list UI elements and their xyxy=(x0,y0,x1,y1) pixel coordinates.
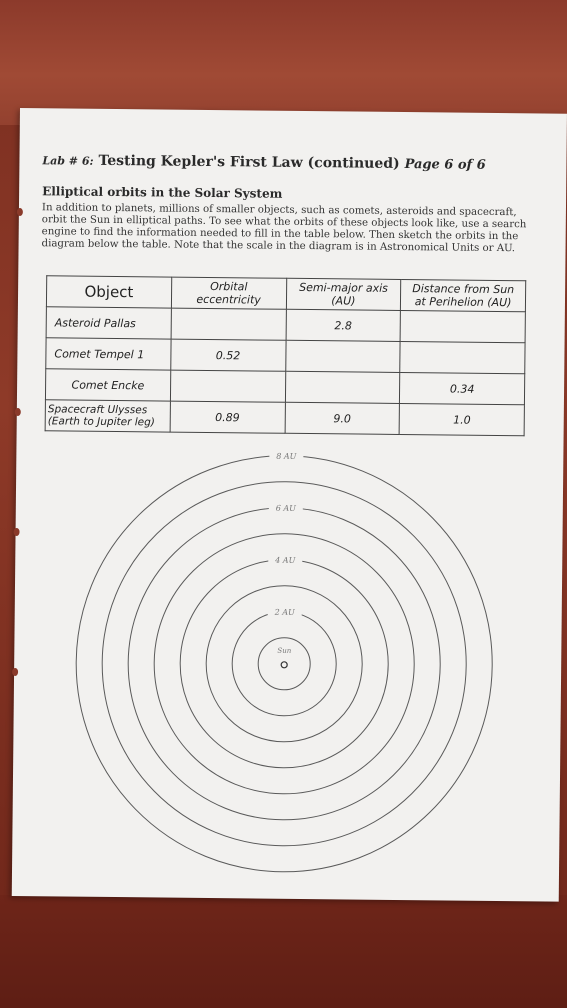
cell-semi-major-axis[interactable] xyxy=(285,371,400,403)
punch-hole xyxy=(14,528,20,536)
orbit-ring-5au xyxy=(153,532,416,795)
intro-paragraph: In addition to planets, millions of smaller objects, such as comets, asteroids and spacecraft, orbit the Sun in elliptical paths. To see what the orbits of these objects look like, use a search engine to find the information needed to fill in the table below. Then sketch the orbits in the diagram below the table. Note that the scale in the diagram is in Astronomical Units or AU. xyxy=(41,202,527,255)
punch-hole xyxy=(12,668,18,676)
table-row xyxy=(46,307,525,343)
cell-perihelion[interactable]: 0.34 xyxy=(400,372,525,404)
header-text: eccentricity xyxy=(196,292,261,307)
worksheet-page xyxy=(12,108,567,902)
page-number: Page 6 of 6 xyxy=(404,157,486,173)
punch-hole xyxy=(17,208,23,216)
cell-eccentricity[interactable]: 0.89 xyxy=(170,401,285,433)
label-sun: Sun xyxy=(277,646,292,655)
label-6au: 6 AU xyxy=(275,503,296,513)
header-text: (AU) xyxy=(331,294,356,308)
orbit-ring-1au xyxy=(258,638,311,691)
lab-prefix: Lab # 6: xyxy=(42,154,94,168)
background-wall xyxy=(0,0,567,125)
header-perihelion xyxy=(401,279,526,311)
cell-semi-major-axis[interactable]: 2.8 xyxy=(286,309,401,341)
label-4au: 4 AU xyxy=(275,555,296,565)
orbit-ring-7au xyxy=(100,480,468,848)
cell-object: Comet Encke xyxy=(45,369,170,401)
cell-perihelion[interactable]: 1.0 xyxy=(399,403,524,435)
cell-object: Asteroid Pallas xyxy=(46,307,171,339)
orbit-ring-4au xyxy=(179,559,389,769)
page-header xyxy=(42,152,562,173)
cell-perihelion[interactable] xyxy=(400,341,525,373)
page-title: Testing Kepler's First Law (continued) xyxy=(98,152,400,172)
cell-semi-major-axis[interactable]: 9.0 xyxy=(285,402,400,434)
object-name-line: Spacecraft Ulysses xyxy=(47,403,148,417)
cell-eccentricity[interactable] xyxy=(170,370,285,402)
table-row xyxy=(45,400,524,436)
cell-eccentricity[interactable] xyxy=(171,308,286,340)
table-row xyxy=(46,338,525,374)
cell-semi-major-axis[interactable] xyxy=(285,340,400,372)
background-floor xyxy=(0,895,567,1008)
label-2au: 2 AU xyxy=(274,607,295,617)
orbit-ring-6au xyxy=(127,503,442,821)
section-title: Elliptical orbits in the Solar System xyxy=(42,184,283,201)
header-text: Semi-major axis xyxy=(299,280,388,295)
cell-object: Comet Tempel 1 xyxy=(46,338,171,370)
header-text: Distance from Sun xyxy=(412,282,515,297)
header-object: Object xyxy=(46,276,171,308)
orbit-ring-2au xyxy=(232,611,337,716)
orbit-ring-8au xyxy=(74,451,494,874)
table-row xyxy=(45,369,524,405)
orbit-table xyxy=(45,275,527,436)
table-header-row xyxy=(46,276,525,312)
sun-icon xyxy=(281,662,287,668)
cell-object xyxy=(45,400,170,432)
cell-eccentricity[interactable]: 0.52 xyxy=(170,339,285,371)
object-name-line: (Earth to Jupiter leg) xyxy=(47,415,155,429)
header-semi-major-axis xyxy=(286,278,401,310)
punch-holes xyxy=(10,108,26,896)
cell-perihelion[interactable] xyxy=(400,310,525,342)
header-text: Orbital xyxy=(210,280,248,294)
punch-hole xyxy=(15,408,21,416)
label-8au: 8 AU xyxy=(276,451,297,461)
orbit-diagram xyxy=(30,436,540,886)
header-text: at Perihelion (AU) xyxy=(414,295,512,310)
header-eccentricity xyxy=(171,277,286,309)
